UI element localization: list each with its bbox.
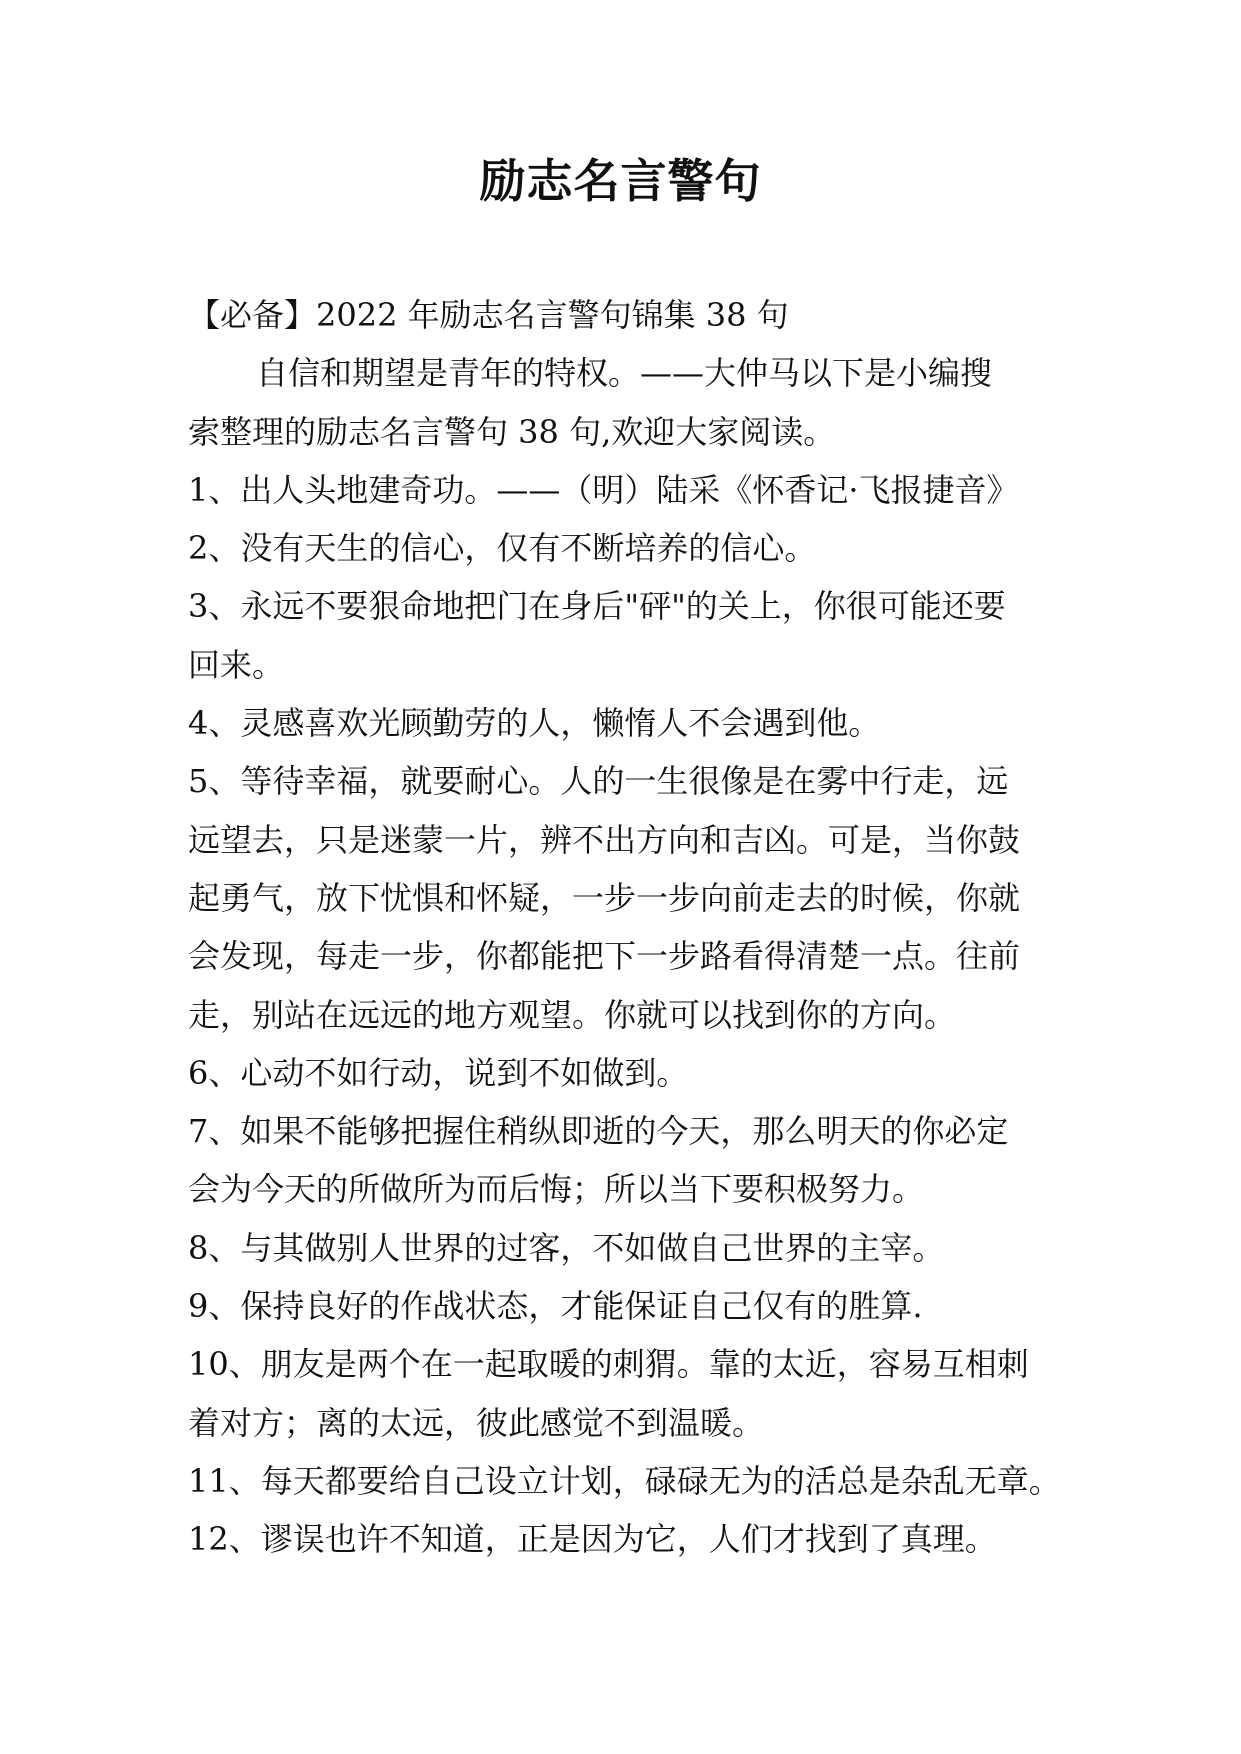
quote-line: 起勇气，放下忧惧和怀疑，一步一步向前走去的时候，你就 bbox=[188, 878, 1021, 917]
quote-line: 10、朋友是两个在一起取暖的刺猬。靠的太近，容易互相刺 bbox=[188, 1345, 1029, 1384]
quote-line: 8、与其做别人世界的过客，不如做自己世界的主宰。 bbox=[188, 1228, 945, 1267]
quote-line: 9、保持良好的作战状态，才能保证自己仅有的胜算. bbox=[188, 1287, 923, 1326]
quote-line: 走，别站在远远的地方观望。你就可以找到你的方向。 bbox=[188, 995, 957, 1034]
intro-paragraph-line: 索整理的励志名言警句 38 句,欢迎大家阅读。 bbox=[188, 412, 836, 451]
intro-heading-line: 【必备】2022 年励志名言警句锦集 38 句 bbox=[188, 296, 789, 334]
quote-line: 2、没有天生的信心，仅有不断培养的信心。 bbox=[188, 529, 817, 568]
quote-line: 6、心动不如行动，说到不如做到。 bbox=[188, 1053, 689, 1092]
quote-line: 1、出人头地建奇功。——（明）陆采《怀香记·飞报捷音》 bbox=[188, 470, 1019, 509]
quote-line: 12、谬误也许不知道，正是因为它，人们才找到了真理。 bbox=[188, 1520, 997, 1559]
quote-line: 着对方；离的太远，彼此感觉不到温暖。 bbox=[188, 1403, 765, 1442]
quote-line: 7、如果不能够把握住稍纵即逝的今天，那么明天的你必定 bbox=[188, 1112, 1009, 1151]
quote-line: 5、等待幸福，就要耐心。人的一生很像是在雾中行走，远 bbox=[188, 762, 1009, 801]
quote-line: 回来。 bbox=[188, 645, 285, 684]
quote-line: 4、灵感喜欢光顾勤劳的人，懒惰人不会遇到他。 bbox=[188, 704, 881, 743]
quote-line: 会发现，每走一步，你都能把下一步路看得清楚一点。往前 bbox=[188, 937, 1021, 976]
quote-line: 11、每天都要给自己设立计划，碌碌无为的活总是杂乱无章。 bbox=[188, 1461, 1061, 1500]
quote-line: 3、永远不要狠命地把门在身后"砰"的关上，你很可能还要 bbox=[188, 587, 1006, 626]
document-body bbox=[188, 286, 1088, 1569]
quote-line: 远望去，只是迷蒙一片，辨不出方向和吉凶。可是，当你鼓 bbox=[188, 820, 1021, 859]
intro-paragraph-line: 自信和期望是青年的特权。——大仲马以下是小编搜 bbox=[256, 354, 993, 393]
document-title: 励志名言警句 bbox=[479, 154, 762, 208]
quote-line: 会为今天的所做所为而后悔；所以当下要积极努力。 bbox=[188, 1170, 925, 1209]
